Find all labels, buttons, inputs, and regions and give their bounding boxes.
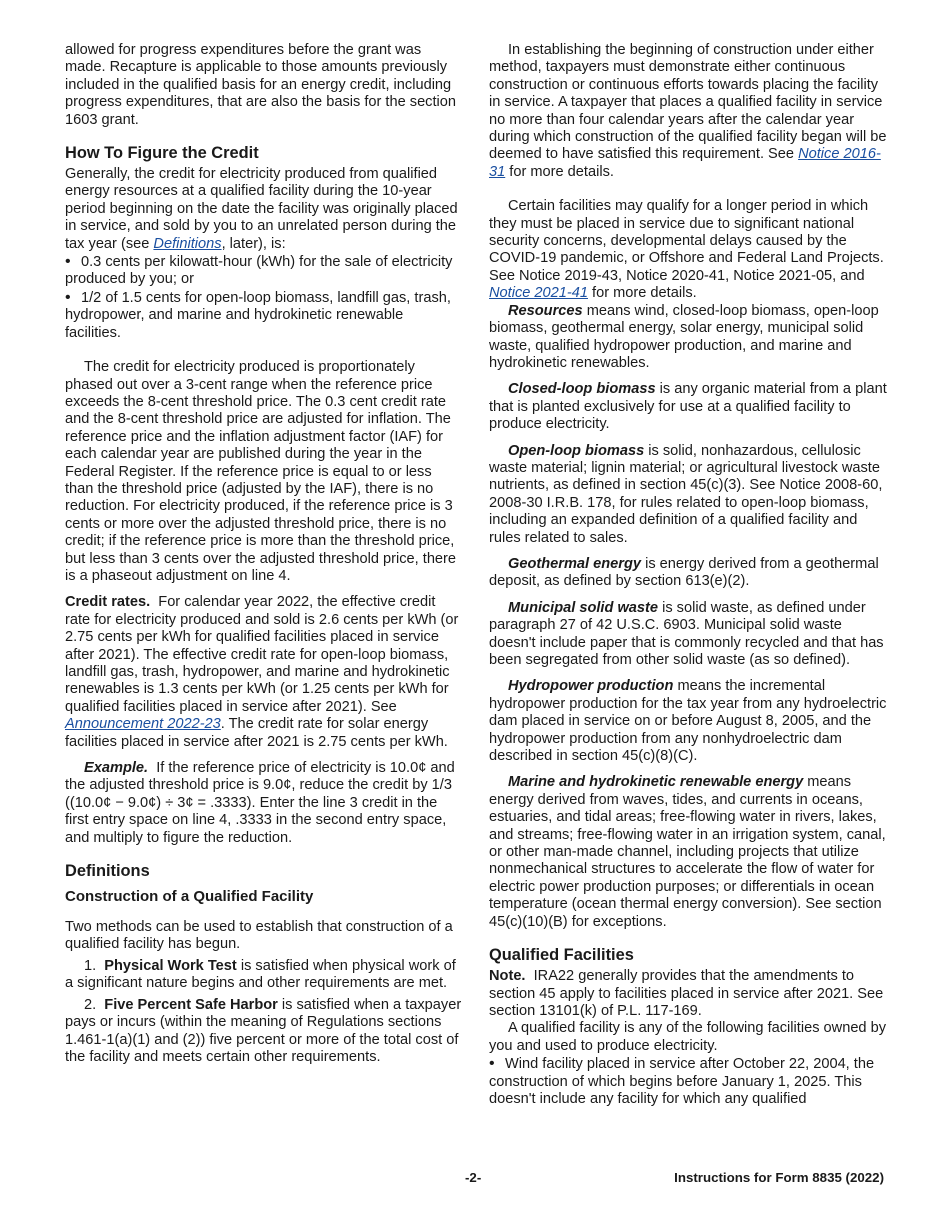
closed-loop-paragraph: Closed-loop biomass is any organic material from a plant that is planted exclusively for use at a qualified facility to produce electricity. bbox=[489, 381, 887, 433]
certain-facilities-paragraph: Certain facilities may qualify for a longer period in which they must be placed in service due to significant national security concerns, developmental delays caused by the COVID-19 pandemic, or Offshore and Federal Land Projects. See Notice 2019-43, Notice 2020-41, Notice 2021-05, and Notice 2021-41 for more details. bbox=[489, 198, 884, 302]
announcement-link[interactable]: Announcement 2022-23 bbox=[65, 716, 221, 733]
geothermal-paragraph: Geothermal energy is energy derived from a geothermal deposit, as defined by section 613(e)(2). bbox=[489, 555, 879, 590]
resources-label: Resources bbox=[508, 302, 583, 319]
example-label: Example. bbox=[84, 760, 149, 777]
credit-rates-label: Credit rates. bbox=[65, 594, 151, 611]
heading-construction: Construction of a Qualified Facility bbox=[65, 888, 314, 906]
intro-paragraph: allowed for progress expenditures before the grant was made. Recapture is applicable to those amounts previously included in the qualified basis for an energy credit, including progress expenditures, that are also the basis for the section 1603 grant. bbox=[65, 42, 457, 128]
bullet-item: • Wind facility placed in service after October 22, 2004, the construction of which begins before January 1, 2025. This doesn't include any facility for which any qualified bbox=[489, 1055, 887, 1108]
geothermal-label: Geothermal energy bbox=[508, 555, 642, 572]
definitions-link[interactable]: Definitions bbox=[153, 235, 222, 252]
bullet-item: • 1/2 of 1.5 cents for open-loop biomass, landfill gas, trash, hydropower, and marine and hydrokinetic renewable facilities. bbox=[65, 289, 462, 342]
marine-label: Marine and hydrokinetic renewable energy bbox=[508, 774, 804, 791]
establishing-paragraph: In establishing the beginning of construction under either method, taxpayers must demonstrate either continuous construction or continuous efforts towards placing the facility in service. A taxpayer that places a qualified facility in service no more than four calendar years after the calendar year during which construction of the qualified facility began will be deemed to have satisfied this requirement. See Notice 2016-31 for more details. bbox=[489, 42, 887, 180]
resources-paragraph: Resources means wind, closed-loop biomass, open-loop biomass, geothermal energy, solar energy, municipal solid waste, qualified hydropower production, and marine and hydrokinetic renewables. bbox=[489, 302, 879, 371]
qualified-paragraph: A qualified facility is any of the following facilities owned by you and used to produce electricity. bbox=[489, 1020, 887, 1054]
open-loop-paragraph: Open-loop biomass is solid, nonhazardous, cellulosic waste material; lignin material; or agricultural livestock waste nutrients, as defined in section 45(c)(3). See Notice 2008-60, 2008-30 I.R.B. 178, for rules related to open-loop biomass, including an expanded definition of a qualified facility and rules related to sales. bbox=[489, 442, 883, 546]
hydropower-paragraph: Hydropower production means the incremental hydropower production for the tax year from any hydroelectric dam placed in service on or before August 8, 2005, and the hydropower production from any nonhydroelectric dam described in section 45(c)(8)(C). bbox=[489, 678, 887, 765]
page-number: -2- bbox=[465, 1170, 482, 1185]
municipal-waste-label: Municipal solid waste bbox=[508, 599, 659, 616]
notice-2016-31-link[interactable]: Notice 2016-31 bbox=[489, 146, 881, 180]
heading-how-to-figure: How To Figure the Credit bbox=[65, 144, 259, 163]
notice-2021-41-link[interactable]: Notice 2021-41 bbox=[489, 285, 588, 302]
note-label: Note. bbox=[489, 968, 526, 985]
method-2: 2. Five Percent Safe Harbor is satisfied when a taxpayer pays or incurs (within the meaning of Regulations sections 1.461-1(a)(1) and (2)) five percent or more of the total cost of the facility and meets certain other requirements. bbox=[65, 996, 462, 1065]
method-2-label: Five Percent Safe Harbor bbox=[104, 996, 278, 1013]
example-paragraph: Example. If the reference price of electricity is 10.0¢ and the adjusted threshold price is 9.0¢, reduce the credit by 1/3 ((10.0¢ − 9.0¢) ÷ 3¢ = .3333). Enter the line 3 credit in the first entry space on line 4, .3333 in the second entry space, and multiply to figure the reduction. bbox=[65, 760, 455, 846]
method-1: 1. Physical Work Test is satisfied when physical work of a significant nature begins and other requirements are met. bbox=[65, 957, 456, 992]
municipal-waste-paragraph: Municipal solid waste is solid waste, as defined under paragraph 27 of 42 U.S.C. 6903. Municipal solid waste doesn't include paper that is commonly recycled and that has been segregated from other solid waste (as so defined). bbox=[489, 599, 884, 668]
left-column bbox=[65, 42, 462, 1066]
phaseout-paragraph: The credit for electricity produced is proportionately phased out over a 3-cent range when the reference price exceeds the 8-cent threshold price. The 0.3 cent credit rate and the 8-cent threshold price are adjusted for inflation. The reference price and the inflation adjustment factor (IAF) for each calendar year are published during the year in the Federal Register. If the reference price is equal to or less than the threshold price (adjusted by the IAF), there is no reduction. For electricity produced, if the reference price is 3 cents or more over the adjusted threshold price, there is no credit; if the reference price is more than the threshold price, but less than 3 cents over the adjusted threshold price, there is a phaseout adjustment on line 4. bbox=[65, 359, 457, 584]
two-methods-paragraph: Two methods can be used to establish that construction of a qualified facility has begun. bbox=[65, 919, 453, 953]
right-column bbox=[489, 42, 887, 1108]
closed-loop-label: Closed-loop biomass bbox=[508, 381, 656, 398]
method-1-label: Physical Work Test bbox=[104, 957, 237, 974]
heading-definitions: Definitions bbox=[65, 862, 150, 881]
credit-rates-paragraph: Credit rates. For calendar year 2022, the effective credit rate for electricity produced and sold is 2.6 cents per kWh (or 2.75 cents per kWh for qualified facilities placed in service after 2021). The effective credit rate for open-loop biomass, landfill gas, trash, hydropower, and marine and hydrokinetic renewables is 1.3 cents per kWh (or 1.25 cents per kWh for qualified facilities placed in service after 2021). See Announcement 2022-23. The credit rate for solar energy facilities placed in service after 2021 is 2.75 cents per kWh. bbox=[65, 594, 459, 750]
hydropower-label: Hydropower production bbox=[508, 678, 674, 695]
marine-paragraph: Marine and hydrokinetic renewable energy means energy derived from waves, tides, and currents in oceans, estuaries, and tidal areas; free-flowing water in rivers, lakes, and streams; free-flowing water in an irrigation system, canal, or other man-made channel, including projects that utilize nonmechanical structures to accelerate the flow of water for electric power production purposes; or differentials in ocean temperature (ocean thermal energy conversion). See section 45(c)(10)(B) for exceptions. bbox=[489, 774, 886, 930]
bullet-item: • 0.3 cents per kilowatt-hour (kWh) for the sale of electricity produced by you; or bbox=[65, 253, 462, 289]
heading-qualified-facilities: Qualified Facilities bbox=[489, 946, 634, 965]
general-paragraph: Generally, the credit for electricity produced from qualified energy resources at a qualified facility during the 10-year period beginning on the date the facility was originally placed in service, and sold by you to an unrelated person during the tax year (see Definitions, later), is: bbox=[65, 166, 458, 252]
note-paragraph: Note. IRA22 generally provides that the amendments to section 45 apply to facilities placed in service after 2021. See section 13101(k) of P.L. 117-169. bbox=[489, 968, 884, 1019]
open-loop-label: Open-loop biomass bbox=[508, 442, 645, 459]
form-reference: Instructions for Form 8835 (2022) bbox=[674, 1170, 884, 1185]
